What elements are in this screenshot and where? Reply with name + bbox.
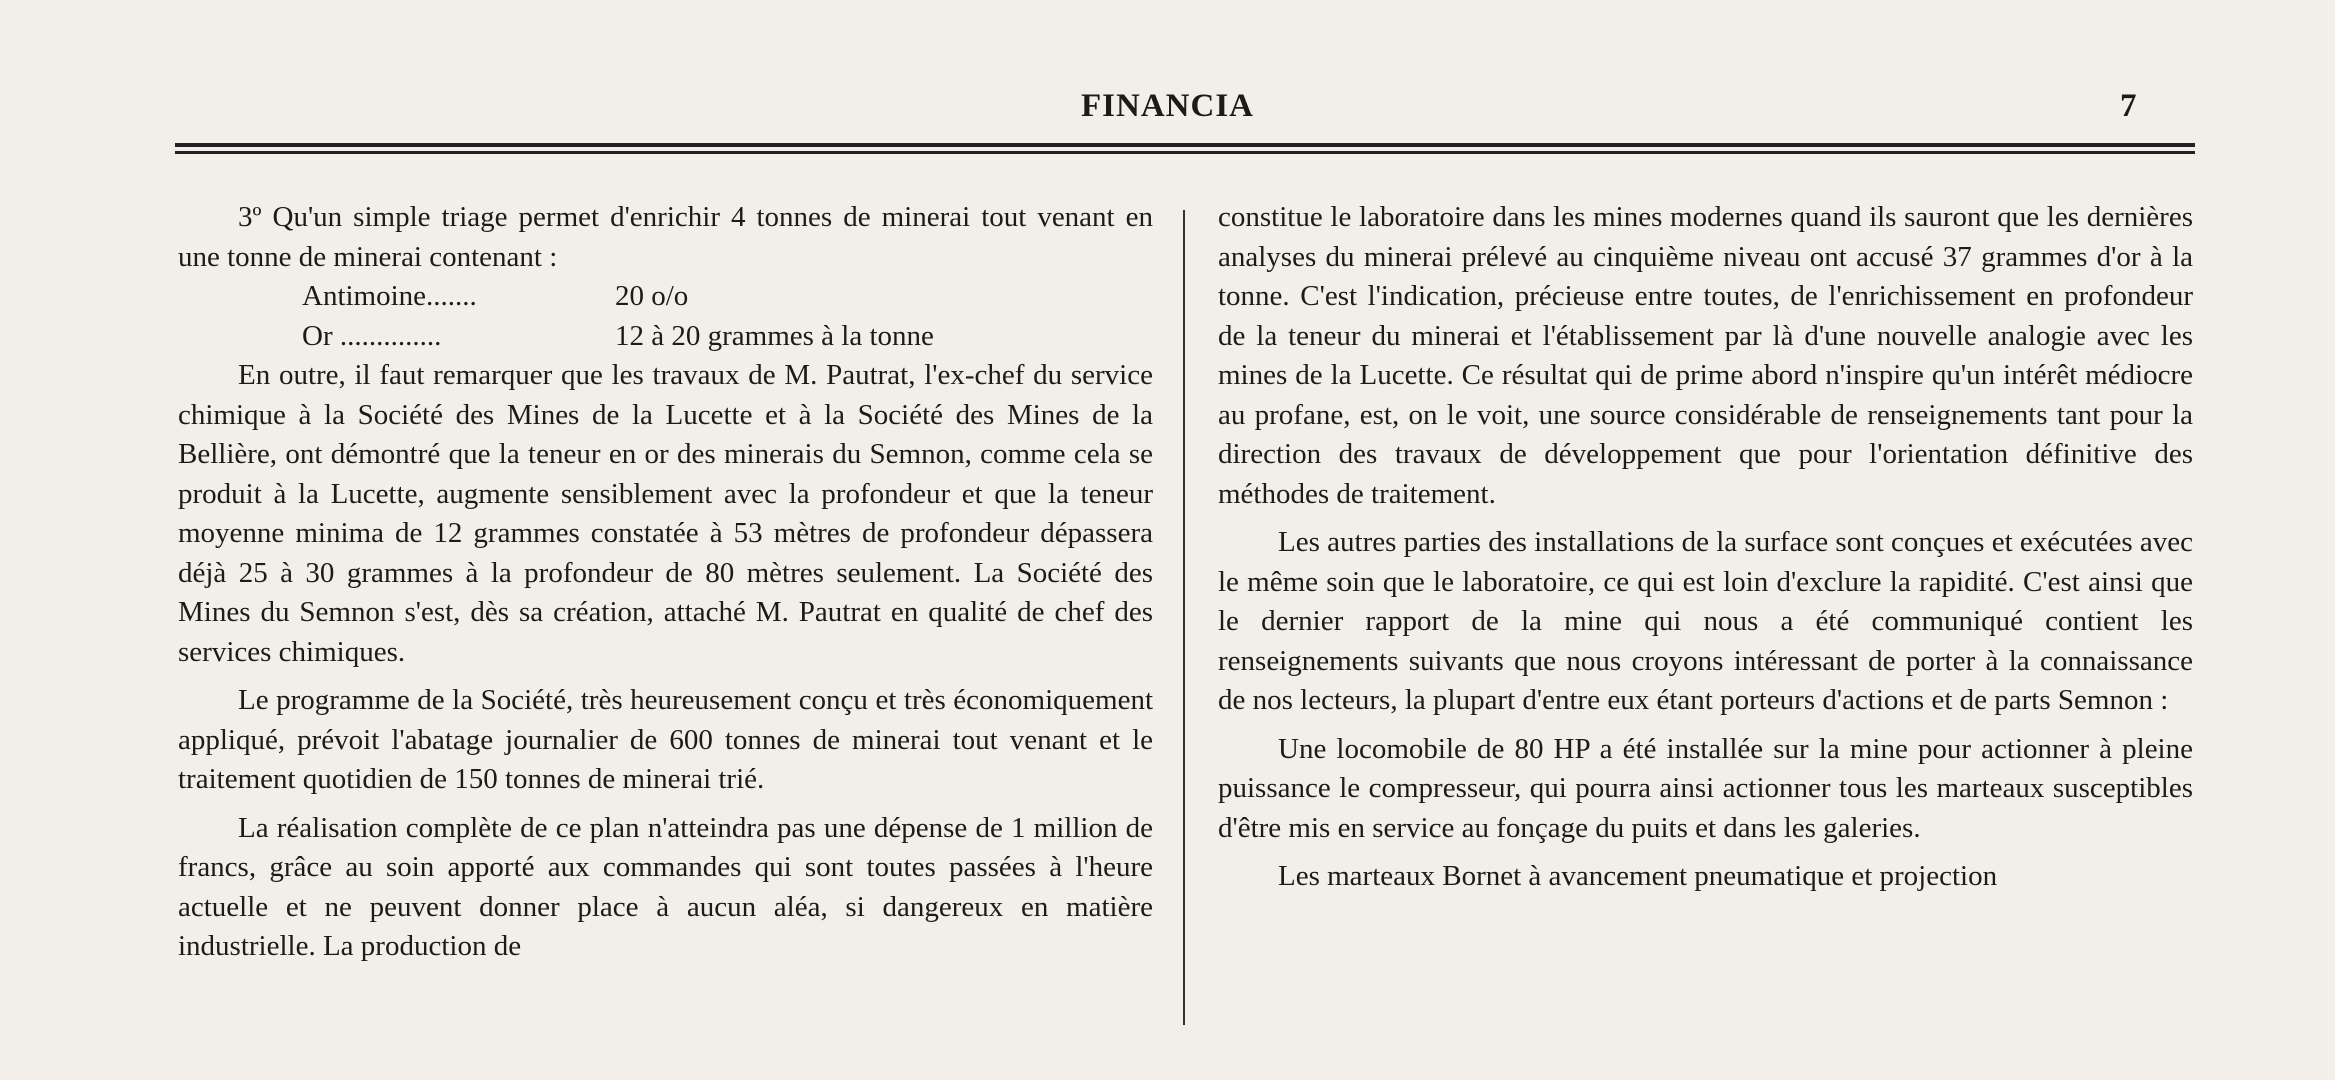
- right-column: [1218, 198, 2193, 897]
- composition-row: [178, 277, 1153, 317]
- paragraph: constitue le laboratoire dans les mines modernes quand ils sauront que les dernières analyses du minerai prélevé au cinquième niveau ont accusé 37 grammes d'or à la tonne. C'est l'indication, précieuse entre toutes, de l'enrichissement en profondeur de la teneur du minerai et l'établissement par là d'une nouvelle analogie avec les mines de la Lucette. Ce résultat qui de prime abord n'inspire qu'un intérêt médiocre au profane, est, on le voit, une source considérable de renseignements tant pour la direction des travaux de développement que pour l'orientation définitive des méthodes de traitement.: [1218, 201, 2193, 510]
- page-header-title: FINANCIA: [1081, 88, 1254, 124]
- paragraph: Une locomobile de 80 HP a été installée sur la mine pour actionner à pleine puissance le compresseur, qui pourra ainsi actionner tous les marteaux susceptibles d'être mis en service au fonçage du puits et dans les galeries.: [1218, 732, 2193, 844]
- paragraph: Le programme de la Société, très heureusement conçu et très économiquement appliqué, prévoit l'abatage journalier de 600 tonnes de minerai tout venant et le traitement quotidien de 150 tonnes de minerai trié.: [178, 684, 1153, 795]
- page-number: 7: [2120, 88, 2137, 124]
- paragraph: Les autres parties des installations de la surface sont conçues et exécutées avec le même soin que le laboratoire, ce qui est loin d'exclure la rapidité. C'est ainsi que le dernier rapport de la mine qui nous a été communiqué contient les renseignements suivants que nous croyons intéressant de porter à la connaissance de nos lecteurs, la plupart d'entre eux étant porteurs d'actions et de parts Semnon :: [1218, 526, 2193, 716]
- paragraph: La réalisation complète de ce plan n'atteindra pas une dépense de 1 million de francs, grâce au soin apporté aux commandes qui sont toutes passées à l'heure actuelle et ne peuvent donner place à aucun aléa, si dangereux en matière industrielle. La production de: [178, 811, 1153, 962]
- header-rule-bottom: [175, 151, 2195, 154]
- composition-name: Or ..............: [302, 319, 442, 352]
- paragraph: 3º Qu'un simple triage permet d'enrichir 4 tonnes de minerai tout venant en une tonne de minerai contenant :: [178, 201, 1153, 273]
- paragraph: Les marteaux Bornet à avancement pneumatique et projection: [1278, 860, 1998, 892]
- composition-row: [178, 317, 1153, 357]
- header-rule-top: [175, 143, 2195, 147]
- left-column: [178, 198, 1153, 967]
- composition-value: 12 à 20 grammes à la tonne: [615, 319, 934, 352]
- paragraph: En outre, il faut remarquer que les travaux de M. Pautrat, l'ex-chef du service chimique à la Société des Mines de la Lucette et à la Société des Mines de la Bellière, ont démontré que la teneur en or des minerais du Semnon, comme cela se produit à la Lucette, augmente sensiblement avec la profondeur et que la teneur moyenne minima de 12 grammes constatée à 53 mètres de profondeur dépassera déjà 25 à 30 grammes à la profondeur de 80 mètres seulement. La Société des Mines du Semnon s'est, dès sa création, attaché M. Pautrat en qualité de chef des services chimiques.: [178, 359, 1153, 668]
- column-divider: [1183, 210, 1185, 1025]
- composition-name: Antimoine.......: [302, 280, 477, 312]
- composition-value: 20 o/o: [615, 280, 689, 312]
